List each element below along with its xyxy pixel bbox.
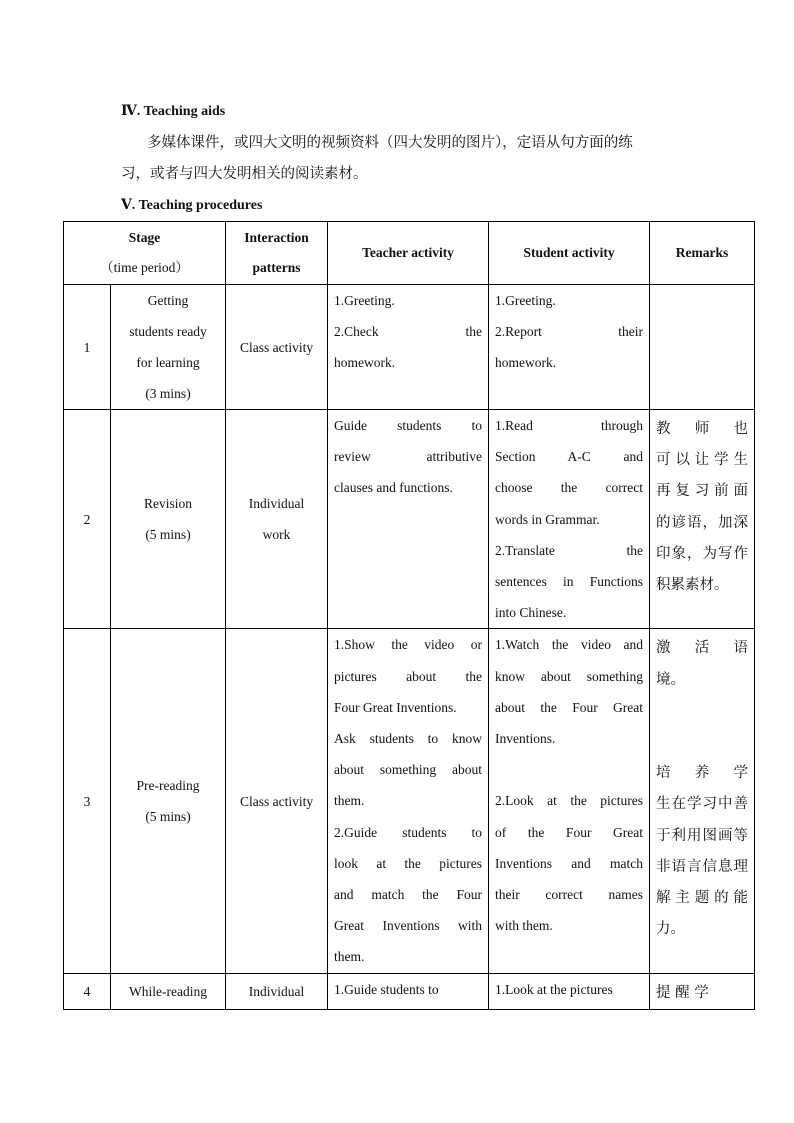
- section-heading-teaching-procedures: Ⅴ. Teaching procedures: [121, 198, 263, 213]
- row-number: 4: [64, 973, 111, 1009]
- row-number: 1: [64, 285, 111, 410]
- student-activity-cell-line: of the Four Great: [495, 824, 644, 840]
- teacher-activity-cell-line: pictures about the: [334, 668, 483, 684]
- interaction-cell-line: Individual: [248, 983, 305, 999]
- stage-cell: [111, 973, 226, 1009]
- stage-cell: [111, 629, 226, 973]
- remarks-cell-line: 生在学习中善: [656, 796, 749, 813]
- student-activity-cell-line: 1.Look at the pictures: [495, 981, 613, 997]
- student-activity-cell-line: into Chinese.: [495, 605, 567, 621]
- remarks-cell-line: 的谚语，加深: [656, 514, 749, 531]
- stage-cell-line: While-reading: [129, 983, 207, 999]
- teacher-activity-cell-line: 1.Show the video or: [334, 637, 483, 653]
- header-student-activity: Student activity: [489, 222, 650, 285]
- stage-cell: [111, 410, 226, 629]
- remarks-cell-line: 于利用图画等: [656, 827, 749, 844]
- teacher-activity-cell-line: Ask students to know: [334, 731, 483, 747]
- stage-cell-line: students ready: [129, 324, 207, 339]
- student-activity-cell-line: their correct names: [495, 887, 644, 903]
- table-row: [64, 285, 755, 410]
- header-interaction-line-2: patterns: [252, 260, 301, 275]
- remarks-cell-line: 积累素材。: [656, 577, 729, 594]
- student-activity-cell: [489, 629, 650, 973]
- table-header-row: [64, 222, 755, 285]
- row-number: 2: [64, 410, 111, 629]
- remarks-cell-line: [656, 727, 748, 758]
- stage-cell: [111, 285, 226, 410]
- teacher-activity-cell-line: them.: [334, 949, 365, 965]
- remarks-cell-line: 培 养 学: [656, 765, 749, 782]
- student-activity-cell-line: with them.: [495, 918, 553, 934]
- row-number: 3: [64, 629, 111, 973]
- student-activity-cell-line: 1.Read through: [495, 418, 644, 433]
- remarks-cell: [650, 629, 755, 973]
- student-activity-cell-line: 2.Look at the pictures: [495, 793, 644, 809]
- teacher-activity-cell: [328, 410, 489, 629]
- header-interaction-line-1: Interaction: [244, 230, 309, 245]
- table-row: [64, 629, 755, 973]
- table-row: [64, 973, 755, 1009]
- teacher-activity-cell: [328, 629, 489, 973]
- remarks-cell-line: 非语言信息理: [656, 858, 749, 875]
- remarks-cell: [650, 973, 755, 1009]
- student-activity-cell-line: 1.Greeting.: [495, 293, 556, 308]
- student-activity-cell-line: choose the correct: [495, 480, 644, 496]
- teacher-activity-cell-line: them.: [334, 793, 365, 809]
- student-activity-cell-line: [495, 754, 643, 785]
- table-row: [64, 410, 755, 629]
- remarks-cell-line: 提 醒 学: [656, 984, 709, 1001]
- teacher-activity-cell-line: 1.Guide students to: [334, 981, 439, 997]
- student-activity-cell-line: know about something: [495, 668, 644, 684]
- remarks-cell-line: [656, 696, 748, 727]
- student-activity-cell-line: words in Grammar.: [495, 511, 600, 527]
- remarks-cell-line: 境。: [656, 671, 686, 688]
- student-activity-cell-line: Inventions and match: [495, 855, 644, 871]
- stage-cell-line: Getting: [147, 293, 189, 308]
- interaction-cell-line: Individual: [248, 496, 305, 512]
- interaction-cell: [226, 410, 328, 629]
- teacher-activity-cell-line: about something about: [334, 762, 483, 778]
- teacher-activity-cell-line: Four Great Inventions.: [334, 699, 457, 715]
- remarks-cell-line: 解主题的能力。: [656, 890, 749, 938]
- teacher-activity-cell-line: clauses and functions.: [334, 480, 453, 496]
- student-activity-cell-line: Inventions.: [495, 731, 556, 747]
- remarks-cell-line: 教 师 也: [656, 421, 749, 437]
- student-activity-cell-line: 2.Translate the: [495, 542, 644, 558]
- remarks-cell-line: 激 活 语: [656, 640, 749, 657]
- interaction-cell-line: Class activity: [239, 793, 314, 809]
- teacher-activity-cell-line: homework.: [334, 355, 396, 371]
- stage-cell-line: Revision: [144, 496, 193, 512]
- student-activity-cell-line: sentences in Functions: [495, 574, 644, 590]
- stage-cell-line: (5 mins): [145, 527, 191, 543]
- teacher-activity-cell-line: look at the pictures: [334, 855, 483, 871]
- remarks-cell: [650, 410, 755, 629]
- teacher-activity-cell-line: 2.Guide students to: [334, 824, 483, 840]
- student-activity-cell: [489, 410, 650, 629]
- teaching-procedures-table: [63, 221, 755, 1010]
- teacher-activity-cell-line: Great Inventions with: [334, 918, 483, 934]
- header-stage: [64, 222, 226, 285]
- student-activity-cell-line: 1.Watch the video and: [495, 637, 644, 653]
- student-activity-cell-line: 2.Report their: [495, 324, 644, 340]
- interaction-cell-line: work: [262, 527, 291, 543]
- section-heading-teaching-aids: Ⅳ. Teaching aids: [121, 104, 226, 119]
- teacher-activity-cell: [328, 285, 489, 410]
- teacher-activity-cell-line: and match the Four: [334, 887, 483, 903]
- student-activity-cell: [489, 285, 650, 410]
- student-activity-cell-line: Section A-C and: [495, 449, 644, 465]
- stage-cell-line: for learning: [136, 355, 200, 370]
- stage-cell-line: (3 mins): [145, 386, 191, 401]
- remarks-cell-line: 再复习前面: [656, 483, 749, 500]
- header-interaction: [226, 222, 328, 285]
- stage-cell-line: Pre-reading: [136, 778, 200, 794]
- teacher-activity-cell: [328, 973, 489, 1009]
- remarks-cell: [650, 285, 755, 410]
- teacher-activity-cell-line: Guide students to: [334, 418, 483, 433]
- interaction-cell: [226, 629, 328, 973]
- teaching-aids-paragraph: [121, 128, 681, 190]
- student-activity-cell-line: about the Four Great: [495, 699, 644, 715]
- interaction-cell-line: Class activity: [239, 339, 314, 355]
- header-teacher-activity: Teacher activity: [328, 222, 489, 285]
- teacher-activity-cell-line: 1.Greeting.: [334, 293, 395, 308]
- header-remarks: Remarks: [650, 222, 755, 285]
- remarks-cell-line: 印象，为写作: [656, 545, 749, 562]
- interaction-cell: [226, 285, 328, 410]
- aids-text-line-1: 多媒体课件，或四大文明的视频资料（四大发明的图片），定语从句方面的练: [147, 135, 633, 151]
- header-stage-label: Stage: [128, 230, 161, 245]
- header-stage-sub: （time period）: [100, 260, 189, 275]
- teacher-activity-cell-line: review attributive: [334, 449, 483, 465]
- interaction-cell: [226, 973, 328, 1009]
- teacher-activity-cell-line: 2.Check the: [334, 324, 483, 340]
- remarks-cell-line: 可以让学生: [656, 452, 749, 469]
- aids-text-line-2: 习，或者与四大发明相关的阅读素材。: [121, 166, 368, 182]
- stage-cell-line: (5 mins): [145, 809, 191, 825]
- student-activity-cell: [489, 973, 650, 1009]
- student-activity-cell-line: homework.: [495, 355, 557, 371]
